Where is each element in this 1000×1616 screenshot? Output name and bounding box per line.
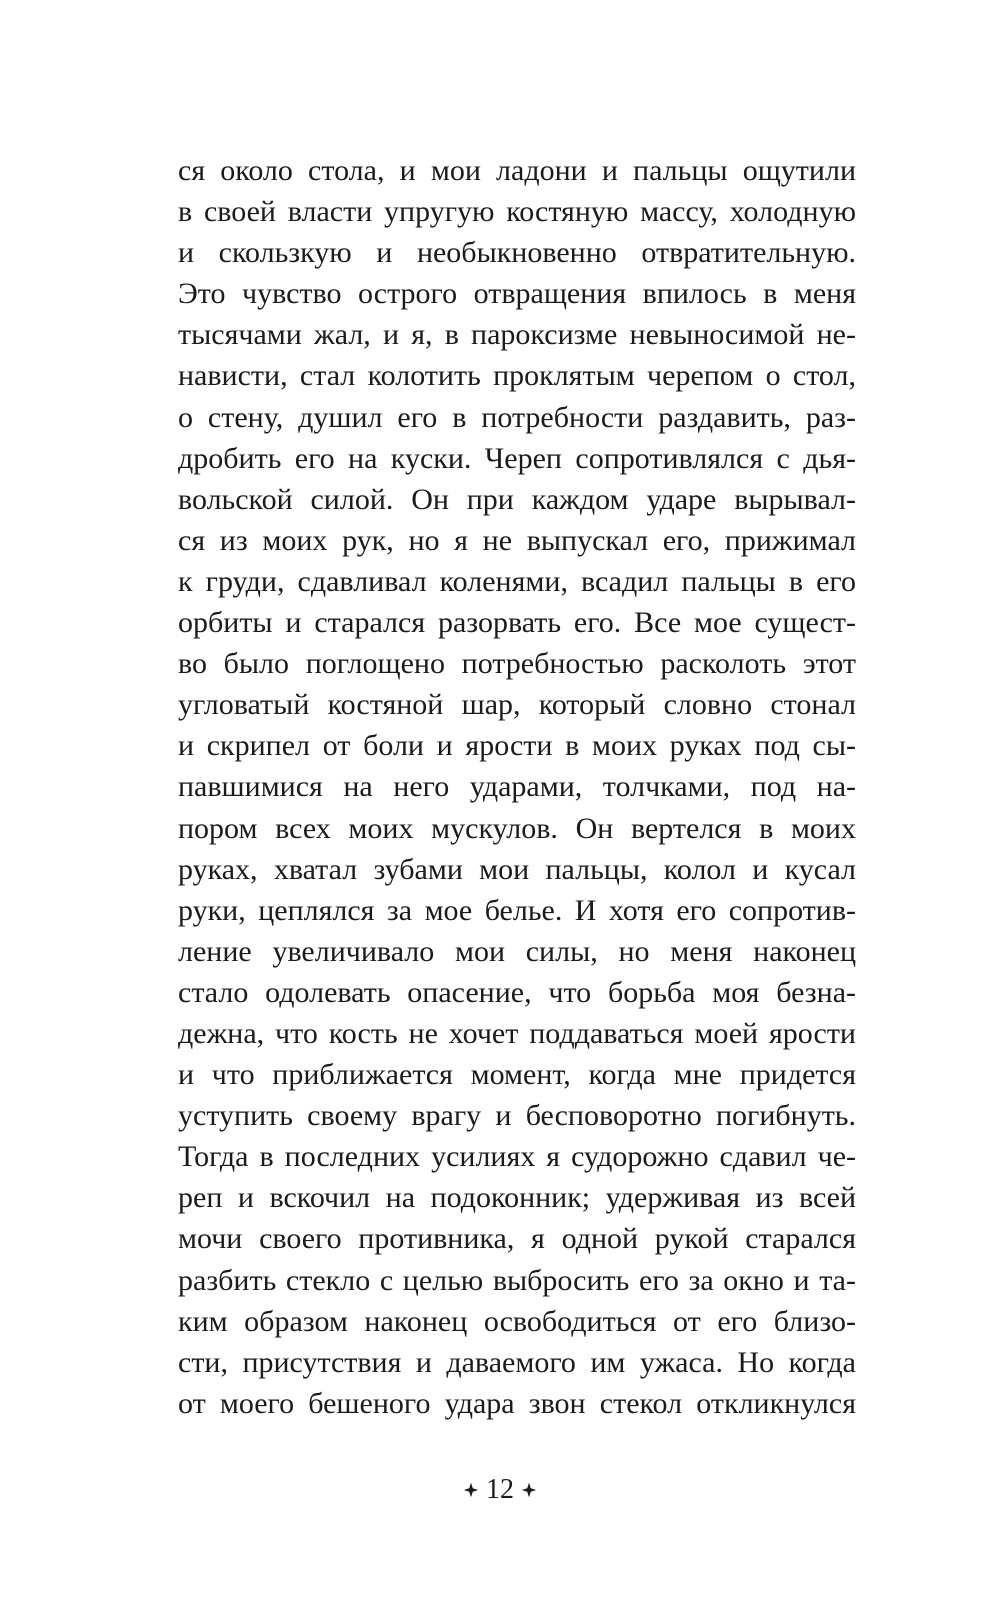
text-line: Тогда в последних усилиях я судорожно сдавил че- <box>178 1140 856 1174</box>
text-line: ся из моих рук, но я не выпускал его, прижимал <box>178 523 856 557</box>
text-line: о стену, душил его в потребности раздавить, раз- <box>178 400 856 434</box>
text-line: павшимися на него ударами, толчками, под на- <box>178 770 856 804</box>
text-line: руках, хватал зубами мои пальцы, колол и кусал <box>178 852 856 886</box>
page-footer <box>0 1468 1000 1510</box>
text-line: дежна, что кость не хочет поддаваться моей ярости <box>178 1016 856 1050</box>
text-line: от моего бешеного удара звон стекол откликнулся <box>178 1386 856 1420</box>
text-line: и скользкую и необыкновенно отвратительную. <box>178 236 856 270</box>
text-line: ким образом наконец освободиться от его близо- <box>178 1304 856 1338</box>
body-text <box>178 150 856 1424</box>
text-line: орбиты и старался разорвать его. Все мое сущест- <box>178 606 856 640</box>
text-line: руки, цеплялся за мое белье. И хотя его сопротив- <box>178 893 856 927</box>
text-line: к груди, сдавливал коленями, всадил пальцы в его <box>178 564 856 598</box>
page-number: 12 <box>486 1473 514 1505</box>
text-line: Это чувство острого отвращения впилось в меня <box>178 277 856 311</box>
text-line: разбить стекло с целью выбросить его за окно и та- <box>178 1263 856 1297</box>
text-line: пором всех моих мускулов. Он вертелся в моих <box>178 811 856 845</box>
text-line: сти, присутствия и даваемого им ужаса. Но когда <box>178 1345 856 1379</box>
text-line: тысячами жал, и я, в пароксизме невыносимой не- <box>178 318 856 352</box>
text-line: стало одолевать опасение, что борьба моя безна- <box>178 975 856 1009</box>
text-line: дробить его на куски. Череп сопротивлялся с дья- <box>178 441 856 475</box>
four-point-star-icon <box>520 1481 538 1499</box>
text-line: в своей власти упругую костяную массу, холодную <box>178 195 856 229</box>
text-line: мочи своего противника, я одной рукой старался <box>178 1222 856 1256</box>
text-line: и что приближается момент, когда мне придется <box>178 1058 856 1092</box>
text-line: ся около стола, и мои ладони и пальцы ощутили <box>178 154 856 187</box>
four-point-star-icon <box>462 1481 480 1499</box>
text-line: вольской силой. Он при каждом ударе вырывал- <box>178 482 856 516</box>
text-line: и скрипел от боли и ярости в моих руках под сы- <box>178 729 856 763</box>
text-line: уступить своему врагу и бесповоротно погибнуть. <box>178 1099 856 1133</box>
text-line: реп и вскочил на подоконник; удерживая из всей <box>178 1181 856 1215</box>
text-line: во было поглощено потребностью расколоть этот <box>178 647 856 681</box>
text-line: угловатый костяной шар, который словно стонал <box>178 688 856 722</box>
text-line: ление увеличивало мои силы, но меня наконец <box>178 934 856 968</box>
text-line: нависти, стал колотить проклятым черепом о стол, <box>178 359 856 393</box>
